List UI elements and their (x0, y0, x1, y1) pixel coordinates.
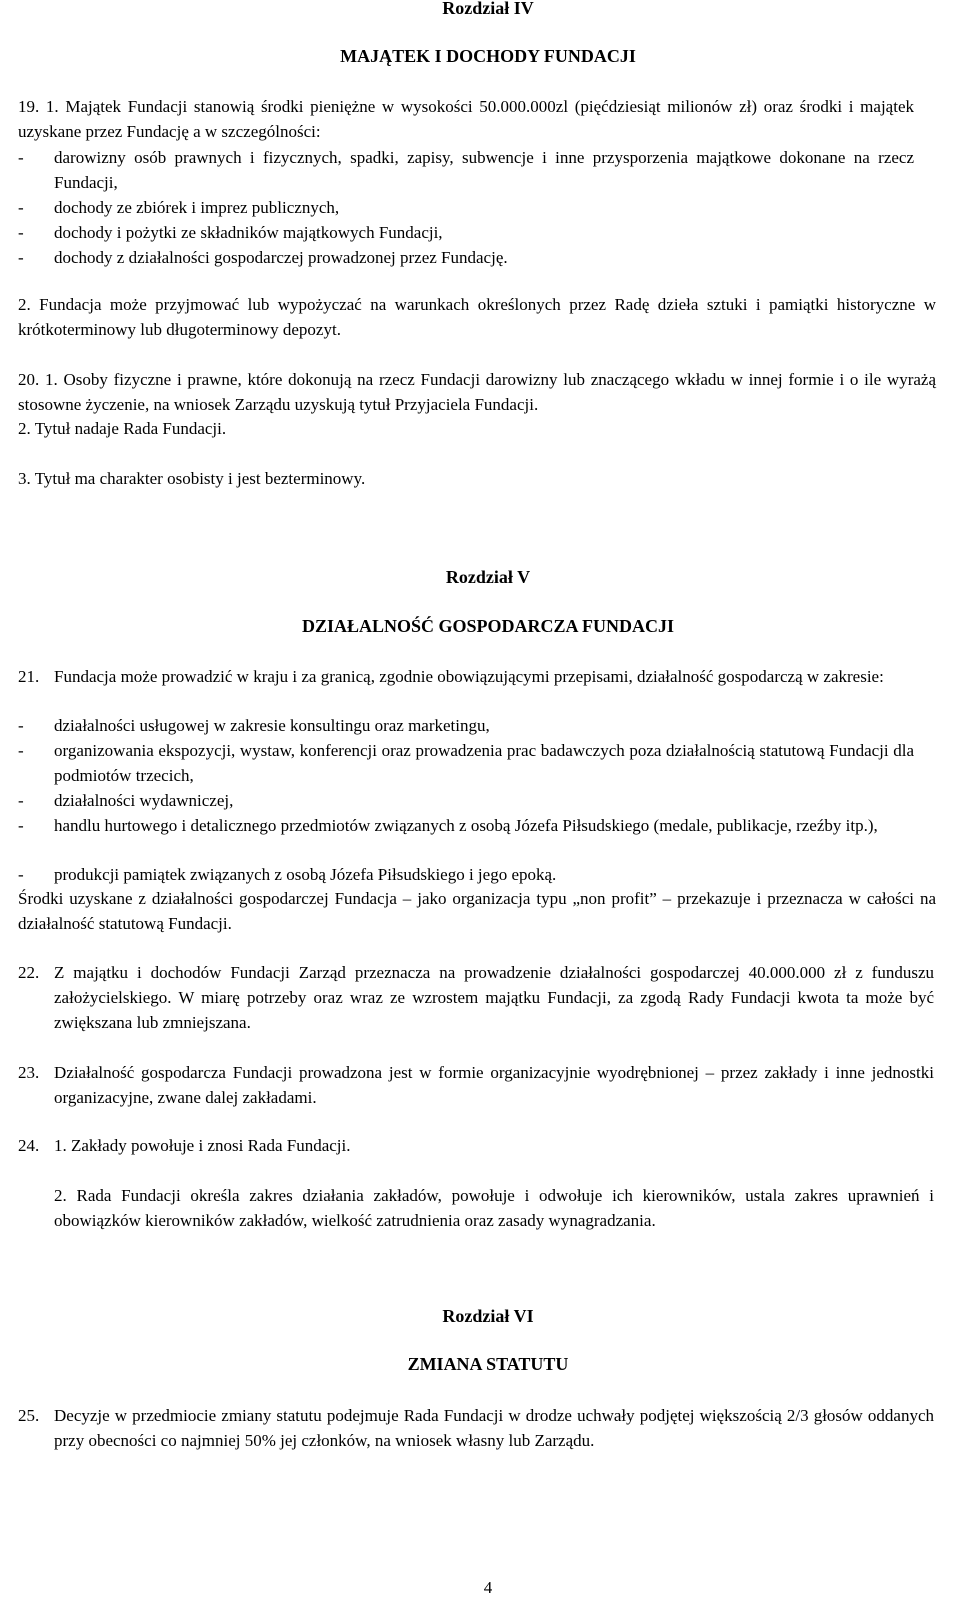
list-21-item: - organizowania ekspozycji, wystaw, konferencji oraz prowadzenia prac badawczych poza działalnością statutową Fundacji dla podmiotów trzecich, (18, 741, 914, 785)
list-19-item: - darowizny osób prawnych i fizycznych, spadki, zapisy, subwencje i inne przysporzenia majątkowe dokonane na rzecz Fundacji, (18, 148, 914, 192)
list-21-item: - działalności usługowej w zakresie konsultingu oraz marketingu, (18, 716, 490, 735)
list-19-item: - dochody z działalności gospodarczej prowadzonej przez Fundację. (18, 248, 508, 267)
paragraph-20-2: 2. Tytuł nadaje Rada Fundacji. (18, 419, 227, 438)
chapter-heading: Rozdział V (445, 567, 531, 587)
paragraph-24-2: 2. Rada Fundacji określa zakres działania zakładów, powołuje i odwołuje ich kierowników, ustala zakres uprawnień i obowiązków kierowników zakładów, wielkość zatrudnienia oraz zasady wynagradzania. (54, 1186, 934, 1230)
paragraph-22: 22. Z majątku i dochodów Fundacji Zarząd przeznacza na prowadzenie działalności gospodarczej 40.000.000 zł z funduszu założycielskiego. W miarę potrzeby oraz wraz ze wzrostem majątku Fundacji, za zgodą Rady Fundacji kwota ta może być zwiększana lub zmniejszana. (18, 963, 934, 1032)
chapter-heading: Rozdział VI (442, 1306, 534, 1326)
chapter-title: MAJĄTEK I DOCHODY FUNDACJI (340, 46, 636, 66)
paragraph-19-1: 19. 1. Majątek Fundacji stanowią środki pieniężne w wysokości 50.000.000zl (pięćdziesiąt milionów zł) oraz środki i majątek uzyskane przez Fundację a w szczególności: (18, 97, 914, 141)
paragraph-21: 21. Fundacja może prowadzić w kraju i za granicą, zgodnie obowiązującymi przepisami, działalność gospodarczą w zakresie: (18, 667, 884, 686)
paragraph-25: 25. Decyzje w przedmiocie zmiany statutu podejmuje Rada Fundacji w drodze uchwały podjętej większością 2/3 głosów oddanych przy obecności co najmniej 50% jej członków, na wniosek własny lub Zarządu. (18, 1406, 934, 1450)
page-number: 4 (483, 1578, 493, 1597)
paragraph-19-2: 2. Fundacja może przyjmować lub wypożyczać na warunkach określonych przez Radę dzieła sztuki i pamiątki historyczne w krótkoterminowy lub długoterminowy depozyt. (18, 295, 936, 339)
chapter-heading: Rozdział IV (442, 0, 534, 18)
list-21-item: - handlu hurtowego i detalicznego przedmiotów związanych z osobą Józefa Piłsudskiego (medale, publikacje, rzeźby itp.), (18, 816, 878, 835)
list-19-item: - dochody i pożytki ze składników majątkowych Fundacji, (18, 223, 443, 242)
chapter-title: ZMIANA STATUTU (407, 1354, 569, 1374)
paragraph-20-1: 20. 1. Osoby fizyczne i prawne, które dokonują na rzecz Fundacji darowizny lub znaczącego wkładu w innej formie i o ile wyrażą stosowne życzenie, na wniosek Zarządu uzyskują tytuł Przyjaciela Fundacji. (18, 370, 936, 414)
paragraph-20-3: 3. Tytuł ma charakter osobisty i jest bezterminowy. (18, 469, 366, 488)
list-21-item: - produkcji pamiątek związanych z osobą Józefa Piłsudskiego i jego epoką. (18, 865, 557, 884)
paragraph-24-1: 24. 1. Zakłady powołuje i znosi Rada Fundacji. (18, 1136, 351, 1155)
chapter-title: DZIAŁALNOŚĆ GOSPODARCZA FUNDACJI (301, 616, 675, 636)
list-19-item: - dochody ze zbiórek i imprez publicznych, (18, 198, 340, 217)
paragraph-21-after: Środki uzyskane z działalności gospodarczej Fundacja – jako organizacja typu „non profit” – przekazuje i przeznacza w całości na działalność statutową Fundacji. (18, 889, 936, 933)
paragraph-23: 23. Działalność gospodarcza Fundacji prowadzona jest w formie organizacyjnie wyodrębnionej – przez zakłady i inne jednostki organizacyjne, zwane dalej zakładami. (18, 1063, 934, 1107)
list-21-item: - działalności wydawniczej, (18, 791, 234, 810)
